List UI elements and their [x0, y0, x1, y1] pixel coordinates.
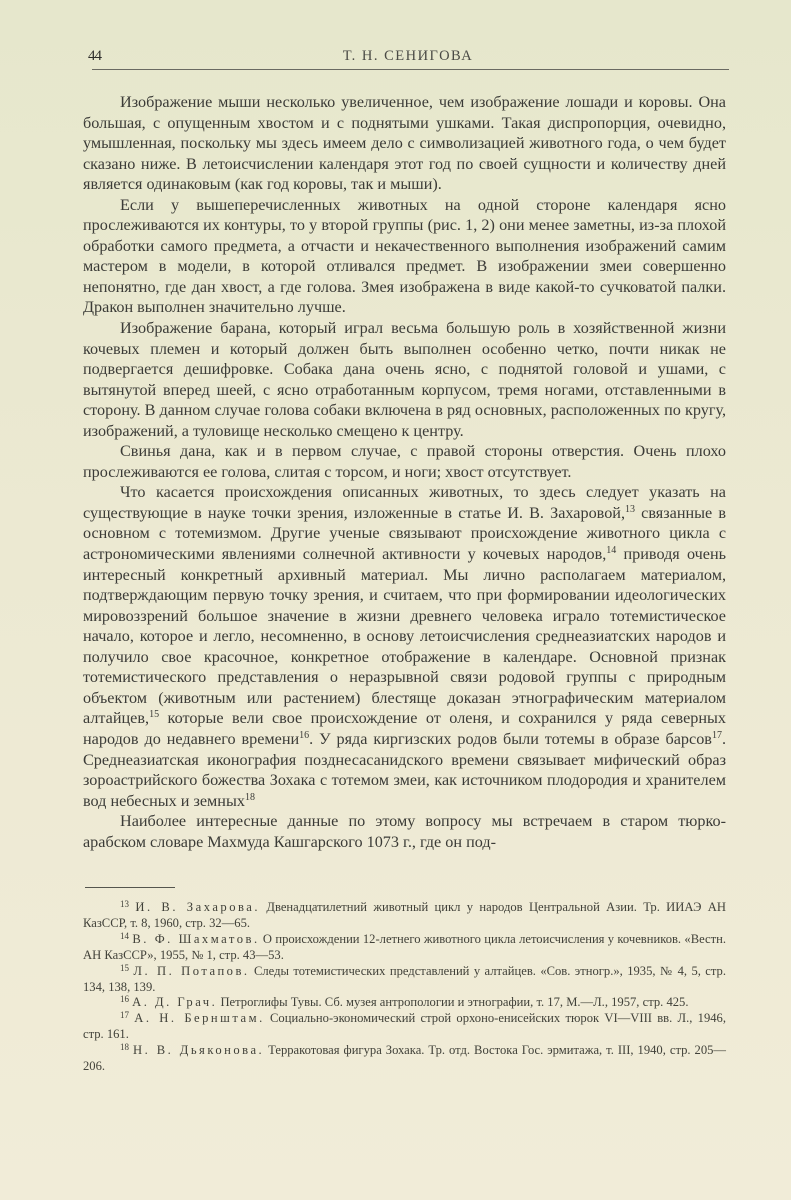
- footnote-author: Л. П. Потапов.: [133, 963, 250, 978]
- footnote-ref-18[interactable]: 18: [244, 791, 255, 803]
- footnote-ref-17[interactable]: 17: [711, 729, 722, 741]
- body-text: [83, 92, 726, 852]
- page-number: 44: [88, 48, 101, 64]
- footnote-text: Петроглифы Тувы. Сб. музея антропологии и этнографии, т. 17, М.—Л., 1957, стр. 425.: [217, 995, 689, 1010]
- paragraph: [83, 482, 726, 811]
- footnote-text: Двенадцатилетний животный цикл у народов Центральной Азии. Тр. ИИАЭ АН КазССР, т. 8, 1960, стр. 32—65.: [83, 900, 726, 930]
- paragraph-text: приводя очень интересный конкретный архивный материал. Мы лично располагаем материалом, подтверждающим первую точку зрения, и считаем, что при формировании идеологических мировоззрений большое значение в жизни древнего человека играло тотемистическое начало, которое и легло, несомненно, в основу летоисчисления среднеазиатских народов и получило свое красочное, конкретное отображение в календаре. Основной признак тотемистического представления о неразрывной связи родовой группы с природным объектом (животным или растением) блестяще доказан этнографическим материалом алтайцев,: [83, 545, 726, 728]
- footnote-separator: [85, 887, 175, 888]
- footnote-author: А. Д. Грач.: [132, 995, 218, 1010]
- footnote-text: Социально-экономический строй орхоно-енисейских тюрок VI—VIII вв. Л., 1946, стр. 161.: [83, 1011, 726, 1042]
- footnote-text: Следы тотемистических представлений у алтайцев. «Сов. этногр.», 1935, № 4, 5, стр. 134, 138, 139.: [83, 963, 726, 994]
- paragraph-text: Что касается происхождения описанных животных, то здесь следует указать на существующие в науке точки зрения, изложенные в статье И. В. Захаровой,: [83, 483, 726, 522]
- paragraph-text: . Среднеазиатская иконография позднесасанидского времени связывает мифический образ зороастрийского божества Зохака с тотемом змеи, как источником плодородия и хранителем вод небесных и земных: [83, 729, 726, 810]
- footnote-13: [83, 900, 726, 932]
- footnote-text: О происхождении 12-летнего животного цикла летоисчисления у кочевников. «Вестн. АН КазССР», 1955, № 1, стр. 43—53.: [83, 931, 726, 962]
- running-head: [88, 48, 728, 68]
- footnote-15: [83, 964, 726, 996]
- paragraph: Наиболее интересные данные по этому вопросу мы встречаем в старом тюрко-арабском словаре Махмуда Кашгарского 1073 г., где он под-: [83, 812, 726, 851]
- paragraph-text: . У ряда киргизских родов были тотемы в образе барсов: [309, 729, 712, 748]
- paragraph-text: связанные в основном с тотемизмом. Другие ученые связывают происхождение животного цикла с астрономическими явлениями солнечной активности у кочевых народов,: [83, 503, 727, 564]
- footnote-number: 14: [120, 930, 129, 941]
- footnote-number: 13: [120, 899, 129, 909]
- footnotes: [83, 900, 726, 1075]
- footnote-author: А. Н. Бернштам.: [134, 1011, 265, 1026]
- footnote-ref-14[interactable]: 14: [606, 545, 617, 557]
- paragraph: Если у вышеперечисленных животных на одной стороне календаря ясно прослеживаются их контуры, то у второй группы (рис. 1, 2) они менее заметны, из-за плохой обработки самого предмета, а отчасти и некачественного выполнения изображений самим мастером в модели, в которой отливался предмет. В изображении змеи совершенно непонятно, где дан хвост, а где голова. Змея изображена в виде какой-то сучковатой палки. Дракон выполнен значительно лучше.: [83, 195, 726, 317]
- footnote-author: Н. В. Дьяконова.: [132, 1043, 265, 1058]
- footnote-ref-16[interactable]: 16: [299, 729, 310, 741]
- footnote-number: 16: [120, 994, 129, 1005]
- footnote-number: 18: [120, 1042, 129, 1053]
- footnote-author: И. В. Захарова.: [135, 900, 261, 914]
- paragraph: Изображение мыши несколько увеличенное, чем изображение лошади и коровы. Она большая, с опущенным хвостом и с поднятыми ушками. Такая диспропорция, очевидно, умышленная, поскольку мы здесь имеем дело с символизацией животного года, о чем будет сказано ниже. В летоисчислении календаря этот год по своей сущности и количеству дней является одинаковым (как год коровы, так и мыши).: [83, 93, 726, 194]
- paragraph: Свинья дана, как и в первом случае, с правой стороны отверстия. Очень плохо прослеживаются ее голова, слитая с торсом, и ноги; хвост отсутствует.: [83, 442, 726, 481]
- footnote-number: 17: [120, 1010, 129, 1021]
- footnote-14: [83, 932, 726, 964]
- footnote-18: [83, 1043, 726, 1075]
- footnote-text: Терракотовая фигура Зохака. Тр. отд. Востока Гос. эрмитажа, т. III, 1940, стр. 205—206.: [83, 1043, 727, 1074]
- paragraph: Изображение барана, который играл весьма большую роль в хозяйственной жизни кочевых племен и который должен быть выполнен особенно четко, почти никак не подвергается дешифровке. Собака дана очень ясно, с поднятой головой и ушами, с вытянутой вперед шеей, с ясно отработанным корпусом, тремя ногами, отставленными в сторону. В данном случае голова собаки включена в ряд основных, расположенных по кругу, изображений, а туловище несколько смещено к центру.: [83, 319, 726, 440]
- footnote-ref-15[interactable]: 15: [149, 709, 160, 721]
- footnote-17: [83, 1011, 726, 1043]
- header-rule: [92, 69, 729, 70]
- footnote-author: В. Ф. Шахматов.: [132, 931, 260, 946]
- paragraph-text: которые вели свое происхождение от оленя, и сохранился у ряда северных народов до недавнего времени: [83, 709, 726, 748]
- footnote-ref-13[interactable]: 13: [625, 503, 636, 515]
- footnote-number: 15: [120, 962, 129, 973]
- footnote-16: [83, 995, 726, 1011]
- running-title: Т. Н. СЕНИГОВА: [342, 48, 474, 64]
